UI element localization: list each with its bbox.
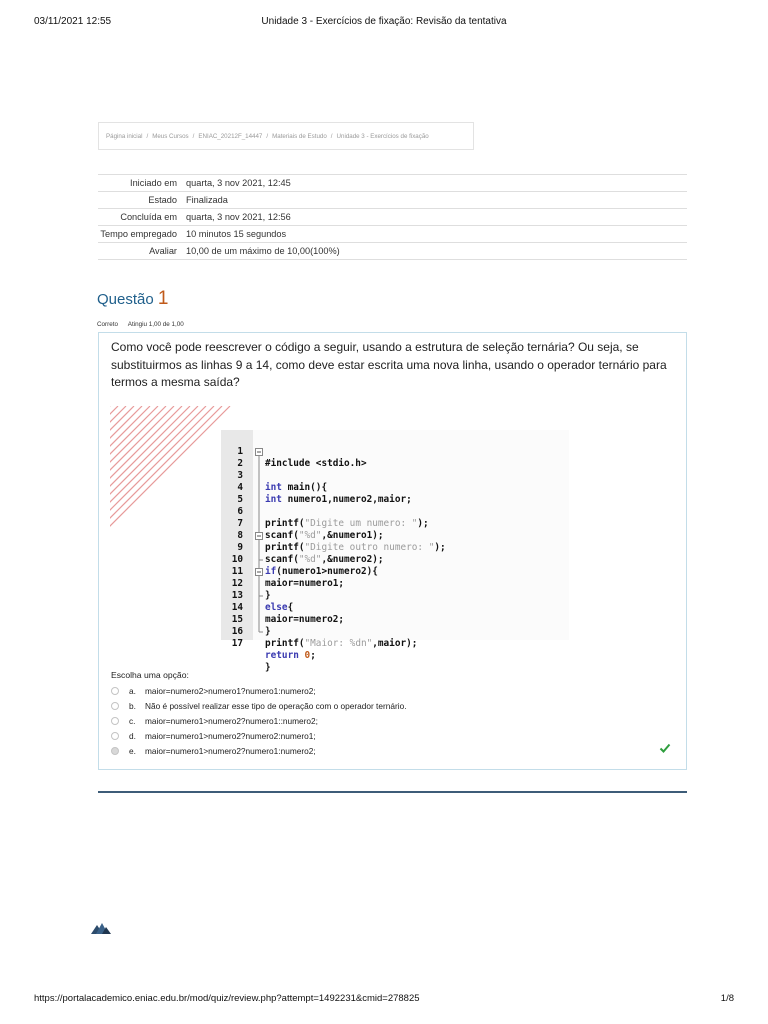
print-page-number: 1/8 bbox=[720, 993, 734, 1004]
code-text: maior=numero1; bbox=[265, 578, 345, 589]
code-image bbox=[110, 406, 568, 673]
print-datetime: 03/11/2021 12:55 bbox=[34, 16, 112, 27]
summary-row-state bbox=[98, 191, 687, 208]
fold-end-icon bbox=[255, 626, 263, 638]
radio-button[interactable] bbox=[111, 732, 119, 740]
summary-value: Finalizada bbox=[186, 195, 228, 205]
code-text: printf("Digite outro numero: "); bbox=[265, 542, 446, 553]
summary-label: Estado bbox=[148, 195, 177, 205]
breadcrumb-quiz[interactable]: Unidade 3 - Exercícios de fixação bbox=[336, 132, 429, 140]
summary-row-time bbox=[98, 225, 687, 242]
code-text: if(numero1>numero2){ bbox=[265, 566, 378, 577]
question-number: 1 bbox=[157, 288, 169, 309]
code-text: printf("Digite um numero: "); bbox=[265, 518, 429, 529]
code-text: return 0; bbox=[265, 650, 316, 661]
line-number: 10 bbox=[231, 554, 243, 565]
line-number: 16 bbox=[231, 626, 243, 637]
section-divider bbox=[98, 791, 687, 793]
code-text: scanf("%d",&numero1); bbox=[265, 530, 384, 541]
line-number: 3 bbox=[237, 470, 243, 481]
code-text: printf("Maior: %dn",maior); bbox=[265, 638, 418, 649]
summary-value: quarta, 3 nov 2021, 12:56 bbox=[186, 212, 291, 222]
option-text: maior=numero1>numero2?numero2:numero1; bbox=[145, 731, 316, 741]
radio-button[interactable] bbox=[111, 717, 119, 725]
hatch-decoration-icon bbox=[110, 406, 234, 530]
breadcrumb-courses[interactable]: Meus Cursos bbox=[152, 132, 189, 140]
question-heading bbox=[97, 288, 168, 310]
answer-option-e[interactable] bbox=[111, 744, 316, 758]
line-number: 11 bbox=[231, 566, 243, 577]
summary-row-started bbox=[98, 174, 687, 191]
line-number: 17 bbox=[231, 638, 243, 649]
fold-guide-icon bbox=[255, 506, 263, 518]
fold-end-icon bbox=[255, 554, 263, 566]
option-text: Não é possível realizar esse tipo de operação com o operador ternário. bbox=[145, 701, 407, 711]
line-number: 4 bbox=[237, 482, 243, 493]
breadcrumb-materials[interactable]: Materiais de Estudo bbox=[272, 132, 327, 140]
line-number: 15 bbox=[231, 614, 243, 625]
fold-guide-icon bbox=[255, 470, 263, 482]
line-number: 9 bbox=[237, 542, 243, 553]
line-number: 6 bbox=[237, 506, 243, 517]
fold-guide-icon bbox=[255, 482, 263, 494]
question-box bbox=[98, 332, 687, 770]
code-line bbox=[221, 434, 367, 469]
radio-button-selected[interactable] bbox=[111, 747, 119, 755]
summary-value: 10,00 de um máximo de 10,00(100%) bbox=[186, 246, 340, 256]
answer-option-c[interactable] bbox=[111, 714, 318, 728]
code-text: } bbox=[265, 590, 271, 601]
option-letter: c. bbox=[129, 716, 136, 726]
line-number: 1 bbox=[237, 446, 243, 457]
option-letter: e. bbox=[129, 746, 136, 756]
code-text: } bbox=[265, 626, 271, 637]
line-number: 14 bbox=[231, 602, 243, 613]
code-line bbox=[221, 470, 266, 493]
option-letter: d. bbox=[129, 731, 136, 741]
code-listing bbox=[221, 430, 569, 673]
code-text: else{ bbox=[265, 602, 294, 613]
fold-minus-icon bbox=[255, 446, 263, 458]
code-text: } bbox=[265, 662, 271, 673]
fold-guide-icon bbox=[255, 518, 263, 530]
eniac-logo-icon bbox=[91, 922, 111, 934]
choose-option-label: Escolha uma opção: bbox=[111, 670, 189, 680]
fold-guide-icon bbox=[255, 614, 263, 626]
breadcrumb-course[interactable]: ENIAC_20212F_14447 bbox=[198, 132, 263, 140]
summary-label: Concluída em bbox=[120, 212, 177, 222]
summary-label: Iniciado em bbox=[130, 178, 177, 188]
fold-guide-icon bbox=[255, 494, 263, 506]
option-letter: a. bbox=[129, 686, 136, 696]
summary-label: Tempo empregado bbox=[100, 229, 177, 239]
breadcrumb: Página inicial / Meus Cursos / ENIAC_20212F_14447 / Materiais de Estudo / Unidade 3 - Exercícios de fixação bbox=[98, 122, 474, 150]
question-state: Correto bbox=[97, 321, 118, 328]
answer-option-a[interactable] bbox=[111, 684, 316, 698]
line-number: 13 bbox=[231, 590, 243, 601]
answer-option-b[interactable] bbox=[111, 699, 407, 713]
fold-guide-icon bbox=[255, 602, 263, 614]
option-text: maior=numero1>numero2?numero1:numero2; bbox=[145, 746, 316, 756]
line-number: 5 bbox=[237, 494, 243, 505]
fold-end-icon bbox=[255, 590, 263, 602]
print-url: https://portalacademico.eniac.edu.br/mod/quiz/review.php?attempt=1492231&cmid=278825 bbox=[34, 993, 420, 1004]
code-text: int numero1,numero2,maior; bbox=[265, 494, 412, 505]
question-grade: Atingiu 1,00 de 1,00 bbox=[127, 321, 184, 328]
summary-row-grade bbox=[98, 242, 687, 260]
answer-option-d[interactable] bbox=[111, 729, 316, 743]
fold-minus-icon bbox=[255, 566, 263, 578]
print-footer bbox=[0, 993, 768, 1007]
print-header bbox=[0, 16, 768, 32]
question-heading-label: Questão bbox=[97, 291, 154, 308]
code-text: scanf("%d",&numero2); bbox=[265, 554, 384, 565]
fold-guide-icon bbox=[255, 542, 263, 554]
print-page-title: Unidade 3 - Exercícios de fixação: Revisão da tentativa bbox=[261, 16, 507, 27]
code-text: #include <stdio.h> bbox=[265, 458, 367, 469]
summary-row-completed bbox=[98, 208, 687, 225]
summary-value: quarta, 3 nov 2021, 12:45 bbox=[186, 178, 291, 188]
line-number: 12 bbox=[231, 578, 243, 589]
question-text: Como você pode reescrever o código a seguir, usando a estrutura de seleção ternária? Ou seja, se substituirmos as linhas 9 a 14, como deve estar escrita uma nova linha, usando o operador ternário para termos a mesma saída? bbox=[111, 340, 667, 389]
radio-button[interactable] bbox=[111, 687, 119, 695]
line-number: 7 bbox=[237, 518, 243, 529]
fold-guide-icon bbox=[255, 578, 263, 590]
breadcrumb-home[interactable]: Página inicial bbox=[106, 132, 143, 140]
option-letter: b. bbox=[129, 701, 136, 711]
attempt-summary-table bbox=[98, 174, 687, 260]
line-number: 8 bbox=[237, 530, 243, 541]
code-text: maior=numero2; bbox=[265, 614, 345, 625]
line-number: 2 bbox=[237, 458, 243, 469]
summary-value: 10 minutos 15 segundos bbox=[186, 229, 287, 239]
fold-guide-icon bbox=[255, 458, 263, 470]
fold-minus-icon bbox=[255, 530, 263, 542]
code-line bbox=[221, 626, 271, 673]
option-text: maior=numero1>numero2?numero1::numero2; bbox=[145, 716, 318, 726]
check-icon bbox=[659, 743, 671, 753]
option-text: maior=numero2>numero1?numero1:numero2; bbox=[145, 686, 316, 696]
question-status bbox=[97, 321, 184, 328]
code-text: int main(){ bbox=[265, 482, 328, 493]
summary-label: Avaliar bbox=[149, 246, 177, 256]
radio-button[interactable] bbox=[111, 702, 119, 710]
